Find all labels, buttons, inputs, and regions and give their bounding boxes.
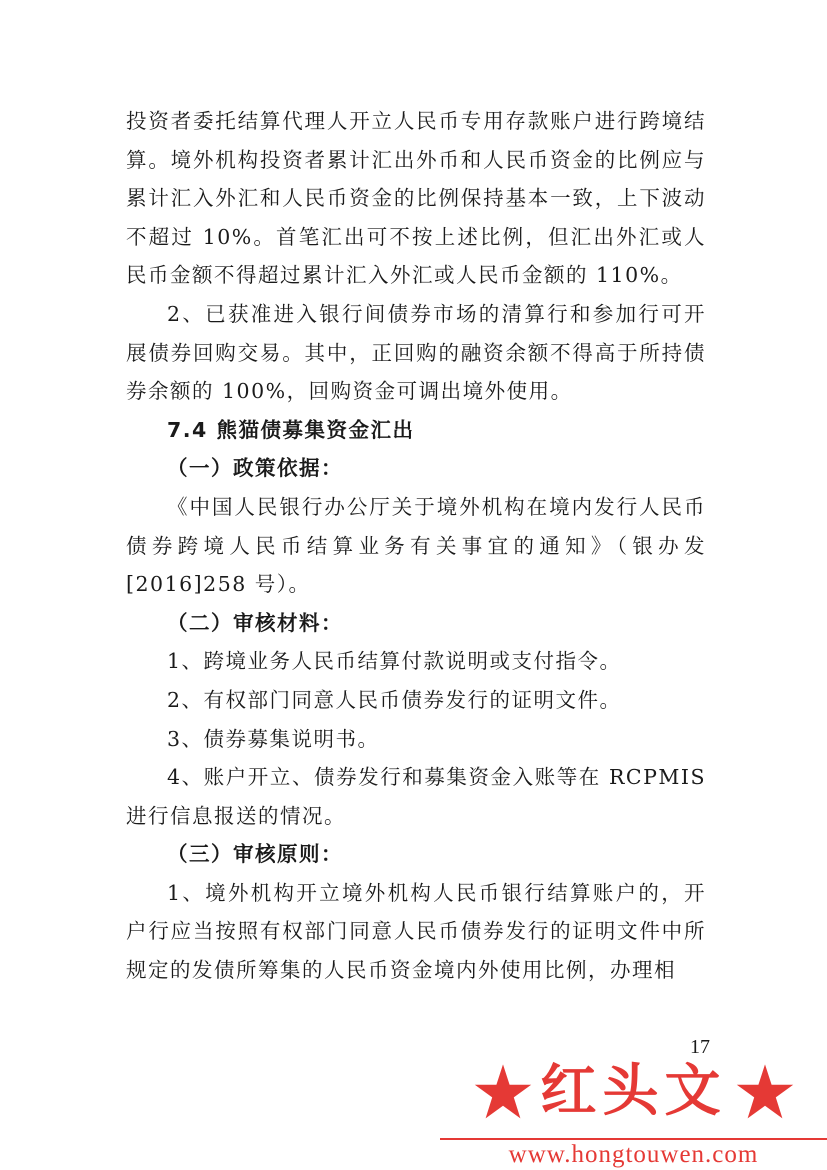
- list-item-materials-4: 4、账户开立、债券发行和募集资金入账等在 RCPMIS 进行信息报送的情况。: [126, 765, 706, 828]
- star-icon: [735, 1062, 795, 1122]
- subheading-policy-basis: （一）政策依据：: [167, 456, 343, 481]
- list-item-materials-2: 2、有权部门同意人民币债券发行的证明文件。: [167, 687, 622, 712]
- paragraph-policy-notice: 《中国人民银行办公厅关于境外机构在境内发行人民币债券跨境人民币结算业务有关事宜的通知》（银办发[2016]258 号）。: [126, 494, 706, 597]
- watermark-logo: [440, 1052, 827, 1170]
- watermark-url: www.hongtouwen.com: [508, 1141, 759, 1168]
- paragraph-repo-rules: 2、已获准进入银行间债券市场的清算行和参加行可开展债券回购交易。其中，正回购的融资余额不得高于所持债券余额的 100%，回购资金可调出境外使用。: [126, 301, 706, 404]
- star-icon: [473, 1062, 533, 1122]
- list-item-principles-1: 1、境外机构开立境外机构人民币银行结算账户的，开户行应当按照有权部门同意人民币债券发行的证明文件中所规定的发债所筹集的人民币资金境内外使用比例，办理相: [126, 880, 706, 983]
- subheading-review-principles: （三）审核原则：: [167, 842, 343, 867]
- subheading-review-materials: （二）审核材料：: [167, 610, 343, 635]
- watermark-title: 红头文: [540, 1059, 727, 1124]
- section-heading-7-4: 7.4 熊猫债募集资金汇出: [167, 417, 415, 442]
- list-item-materials-3: 3、债券募集说明书。: [167, 726, 380, 751]
- page-number: 17: [690, 1036, 710, 1058]
- list-item-materials-1: 1、跨境业务人民币结算付款说明或支付指令。: [167, 649, 622, 674]
- paragraph-continuation: 投资者委托结算代理人开立人民币专用存款账户进行跨境结算。境外机构投资者累计汇出外币和人民币资金的比例应与累计汇入外汇和人民币资金的比例保持基本一致，上下波动不超过 10%。首笔汇出可不按上述比例，但汇出外汇或人民币金额不得超过累计汇入外汇或人民币金额的 110%。: [126, 109, 706, 288]
- watermark-title-row: [440, 1052, 827, 1132]
- watermark-url-bar: [440, 1138, 827, 1170]
- document-body: [126, 102, 706, 990]
